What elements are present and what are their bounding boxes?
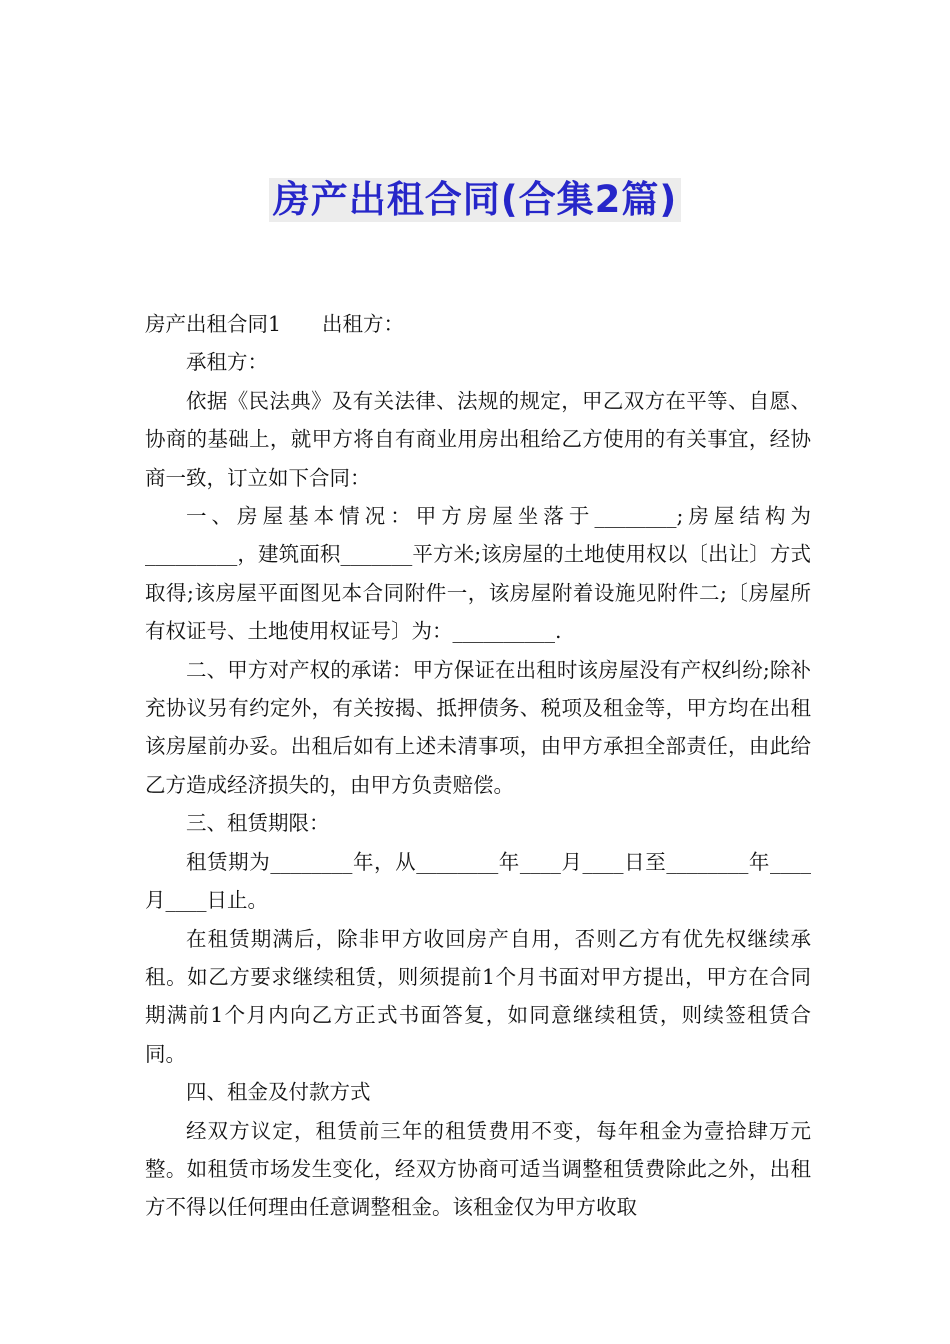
paragraph: 二、甲方对产权的承诺：甲方保证在出租时该房屋没有产权纠纷;除补充协议另有约定外，有关按揭、抵押债务、税项及租金等，甲方均在出租该房屋前办妥。出租后如有上述未清事项，由甲方承担全部责任，由此给乙方造成经济损失的，由甲方负责赔偿。 <box>145 657 811 797</box>
paragraph: 依据《民法典》及有关法律、法规的规定，甲乙双方在平等、自愿、协商的基础上，就甲方将自有商业用房出租给乙方使用的有关事宜，经协商一致，订立如下合同： <box>145 388 811 490</box>
paragraph: 承租方： <box>186 350 268 375</box>
paragraph: 租赁期为________年，从________年____月____日至________年____月____日止。 <box>145 849 811 913</box>
paragraph: 在租赁期满后，除非甲方收回房产自用，否则乙方有优先权继续承租。如乙方要求继续租赁，则须提前1个月书面对甲方提出，甲方在合同期满前1个月内向乙方正式书面答复，如同意继续租赁，则续签租赁合同。 <box>145 926 811 1066</box>
paragraph: 四、租金及付款方式 <box>186 1080 371 1105</box>
document-title: 房产出租合同(合集2篇) <box>269 178 682 222</box>
title-container <box>0 178 950 222</box>
paragraph: 一、房屋基本情况：甲方房屋坐落于________;房屋结构为_________，建筑面积_______平方米;该房屋的土地使用权以〔出让〕方式取得;该房屋平面图见本合同附件一，该房屋附着设施见附件二;〔房屋所有权证号、土地使用权证号〕为：__________. <box>145 504 811 644</box>
document-body <box>145 305 811 1227</box>
paragraph: 房产出租合同1 出租方： <box>145 312 405 336</box>
paragraph: 三、租赁期限： <box>186 811 330 836</box>
paragraph: 经双方议定，租赁前三年的租赁费用不变，每年租金为壹拾肆万元整。如租赁市场发生变化，经双方协商可适当调整租赁费除此之外，出租方不得以任何理由任意调整租金。该租金仅为甲方收取 <box>145 1118 811 1220</box>
